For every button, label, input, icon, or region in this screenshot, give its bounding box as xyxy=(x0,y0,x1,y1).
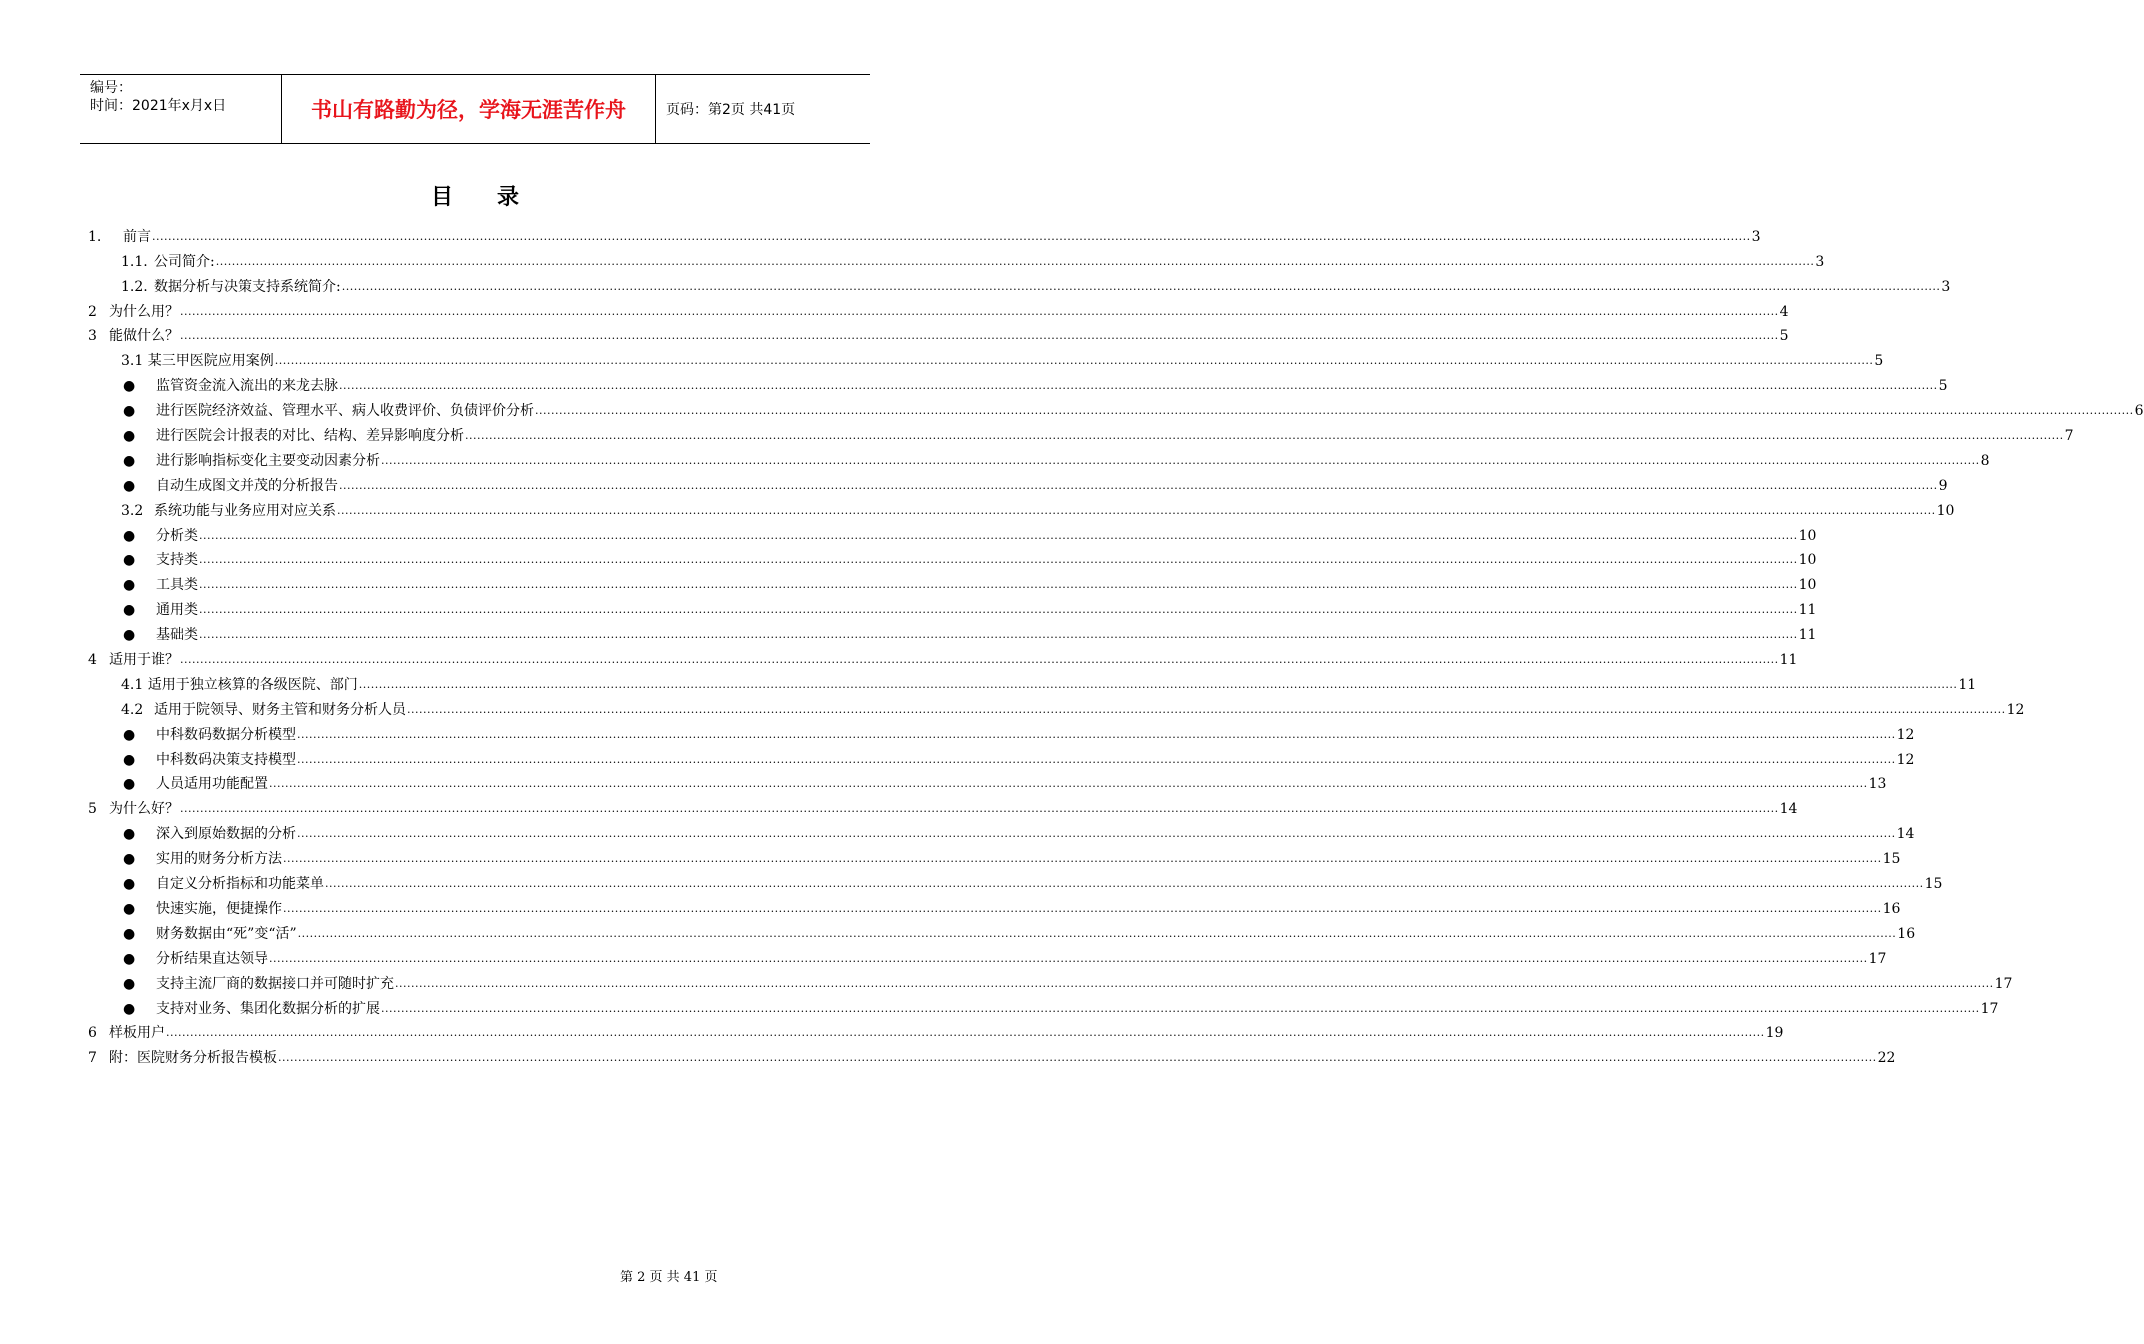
toc-entry-title xyxy=(88,800,179,818)
toc-entry-label: 进行医院经济效益、管理水平、病人收费评价、负债评价分析 xyxy=(156,403,534,420)
toc-entry[interactable] xyxy=(88,868,1943,893)
toc-entry[interactable] xyxy=(88,769,1887,794)
header-page-info: 页码：第2页 共41页 xyxy=(666,102,796,118)
toc-entry-label: 4.1 适用于独立核算的各级医院、部门 xyxy=(121,676,358,693)
dot-leader: ................................................................................................................................................................................................................................................................................................................................................................................................................ xyxy=(269,777,1868,791)
toc-entry[interactable] xyxy=(88,669,1977,694)
dot-leader: ................................................................................................................................................................................................................................................................................................................................................................................................................ xyxy=(269,951,1868,965)
toc-entry[interactable] xyxy=(88,395,2144,420)
bullet-icon: ● xyxy=(123,900,136,917)
toc-entry-page: 3 xyxy=(1751,228,1761,245)
bullet-icon: ● xyxy=(123,776,136,793)
toc-entry-page: 14 xyxy=(1896,826,1915,843)
toc-entry[interactable] xyxy=(88,470,1948,495)
toc-entry[interactable] xyxy=(88,644,1798,669)
toc-entry-title xyxy=(121,701,406,719)
toc-entry[interactable] xyxy=(88,968,2013,993)
toc-entry-number: 4 xyxy=(88,652,97,669)
dot-leader: ................................................................................................................................................................................................................................................................................................................................................................................................................ xyxy=(297,827,1896,841)
toc-entry-page: 22 xyxy=(1877,1050,1896,1067)
dot-leader: ................................................................................................................................................................................................................................................................................................................................................................................................................ xyxy=(407,702,2006,716)
bullet-icon: ● xyxy=(123,403,136,420)
toc-entry-page: 11 xyxy=(1798,627,1817,644)
toc-entry-number: 1.2. xyxy=(121,278,148,295)
toc-entry[interactable] xyxy=(88,271,1951,296)
toc-entry-label: 基础类 xyxy=(156,627,198,644)
toc-entry-page: 11 xyxy=(1958,676,1977,693)
toc-entry-title xyxy=(123,527,198,545)
toc-entry-label: 为什么用？ xyxy=(109,303,179,320)
toc-entry-label: 能做什么？ xyxy=(109,328,179,345)
toc-entry-label: 前言 xyxy=(123,228,151,245)
bullet-icon: ● xyxy=(123,851,136,868)
dot-leader: ................................................................................................................................................................................................................................................................................................................................................................................................................ xyxy=(381,453,1980,467)
toc-entry-label: 进行影响指标变化主要变动因素分析 xyxy=(156,452,380,469)
toc-entry-label: 中科数码数据分析模型 xyxy=(156,726,296,743)
toc-entry-page: 13 xyxy=(1868,776,1887,793)
bullet-icon: ● xyxy=(123,751,136,768)
toc-entry[interactable] xyxy=(88,495,1955,520)
toc-entry-label: 适用于院领导、财务主管和财务分析人员 xyxy=(154,701,406,718)
toc-entry[interactable] xyxy=(88,246,1825,271)
toc-entry-page: 12 xyxy=(2006,701,2025,718)
toc-entry-label: 自动生成图文并茂的分析报告 xyxy=(156,477,338,494)
toc-entry-title xyxy=(121,278,341,296)
toc-entry-title xyxy=(123,775,268,793)
toc-entry-title xyxy=(123,975,394,993)
toc-entry-title xyxy=(123,850,282,868)
toc-entry-label: 适用于谁？ xyxy=(109,652,179,669)
toc-entry-title xyxy=(123,751,296,769)
dot-leader: ................................................................................................................................................................................................................................................................................................................................................................................................................ xyxy=(180,304,1779,318)
toc-entry-title xyxy=(123,402,534,420)
toc-entry-number: 3.2 xyxy=(121,502,144,519)
toc-entry-label: 支持类 xyxy=(156,552,198,569)
toc-entry[interactable] xyxy=(88,943,1887,968)
toc-entry-title xyxy=(123,900,282,918)
toc-entry[interactable] xyxy=(88,619,1817,644)
toc-entry-title xyxy=(123,551,198,569)
toc-entry[interactable] xyxy=(88,893,1901,918)
dot-leader: ................................................................................................................................................................................................................................................................................................................................................................................................................ xyxy=(180,329,1779,343)
toc-entry-page: 12 xyxy=(1896,726,1915,743)
dot-leader: ................................................................................................................................................................................................................................................................................................................................................................................................................ xyxy=(325,877,1924,891)
dot-leader: ................................................................................................................................................................................................................................................................................................................................................................................................................ xyxy=(358,677,1958,691)
toc-entry-page: 10 xyxy=(1798,552,1817,569)
toc-entry-page: 6 xyxy=(2134,403,2144,420)
toc-entry-title xyxy=(123,950,268,968)
dot-leader: ................................................................................................................................................................................................................................................................................................................................................................................................................ xyxy=(337,503,1936,517)
toc-entry-page: 3 xyxy=(1815,253,1825,270)
dot-leader: ................................................................................................................................................................................................................................................................................................................................................................................................................ xyxy=(465,429,2064,443)
dot-leader: ................................................................................................................................................................................................................................................................................................................................................................................................................ xyxy=(297,727,1896,741)
bullet-icon: ● xyxy=(123,1000,136,1017)
dot-leader: ................................................................................................................................................................................................................................................................................................................................................................................................................ xyxy=(199,528,1798,542)
toc-entry-title xyxy=(88,303,179,321)
toc-entry-number: 1. xyxy=(88,228,102,245)
time-label: 时间：2021年x月x日 xyxy=(90,98,227,114)
toc-entry-title xyxy=(123,377,338,395)
toc-entry[interactable] xyxy=(88,594,1817,619)
toc-entry-label: 支持对业务、集团化数据分析的扩展 xyxy=(156,1000,380,1017)
toc-entry-label: 系统功能与业务应用对应关系 xyxy=(154,502,336,519)
toc-entry-number: 5 xyxy=(88,801,97,818)
dot-leader: ................................................................................................................................................................................................................................................................................................................................................................................................................ xyxy=(341,279,1941,293)
toc-entry-title xyxy=(123,452,380,470)
toc-entry-page: 8 xyxy=(1980,452,1990,469)
toc-entry-title xyxy=(123,477,338,495)
toc-entry-title xyxy=(123,925,297,943)
toc-entry-title xyxy=(88,1024,165,1042)
toc-entry[interactable] xyxy=(88,719,1915,744)
bullet-icon: ● xyxy=(123,452,136,469)
toc-entry-label: 进行医院会计报表的对比、结构、差异影响度分析 xyxy=(156,428,464,445)
bullet-icon: ● xyxy=(123,577,136,594)
toc-entry[interactable] xyxy=(88,520,1817,545)
toc-entry[interactable] xyxy=(88,1042,1896,1067)
toc-entry-page: 10 xyxy=(1936,502,1955,519)
bullet-icon: ● xyxy=(123,378,136,395)
toc-entry-page: 10 xyxy=(1798,527,1817,544)
toc-entry[interactable] xyxy=(88,694,2025,719)
bullet-icon: ● xyxy=(123,950,136,967)
table-of-contents xyxy=(88,221,2144,1067)
toc-entry-page: 5 xyxy=(1938,378,1948,395)
toc-entry-page: 16 xyxy=(1897,925,1916,942)
toc-entry[interactable] xyxy=(88,370,1948,395)
toc-entry-number: 2 xyxy=(88,303,97,320)
toc-entry-label: 快速实施，便捷操作 xyxy=(156,900,282,917)
dot-leader: ................................................................................................................................................................................................................................................................................................................................................................................................................ xyxy=(297,926,1897,940)
dot-leader: ................................................................................................................................................................................................................................................................................................................................................................................................................ xyxy=(215,254,1815,268)
toc-entry-page: 15 xyxy=(1882,851,1901,868)
toc-entry[interactable] xyxy=(88,445,1990,470)
toc-entry-label: 为什么好？ xyxy=(109,801,179,818)
toc-entry-number: 1.1. xyxy=(121,253,148,270)
toc-entry-title xyxy=(123,576,198,594)
toc-entry-number: 3 xyxy=(88,328,97,345)
toc-entry-label: 深入到原始数据的分析 xyxy=(156,826,296,843)
toc-entry-title xyxy=(123,875,324,893)
toc-entry-title xyxy=(123,825,296,843)
bullet-icon: ● xyxy=(123,552,136,569)
dot-leader: ................................................................................................................................................................................................................................................................................................................................................................................................................ xyxy=(152,229,1751,243)
toc-entry-page: 4 xyxy=(1779,303,1789,320)
toc-entry-page: 5 xyxy=(1874,353,1884,370)
toc-entry-label: 分析类 xyxy=(156,527,198,544)
toc-entry-title xyxy=(88,1049,277,1067)
toc-entry-page: 17 xyxy=(1980,1000,1999,1017)
toc-entry[interactable] xyxy=(88,321,1789,346)
dot-leader: ................................................................................................................................................................................................................................................................................................................................................................................................................ xyxy=(199,578,1798,592)
bullet-icon: ● xyxy=(123,627,136,644)
toc-entry-page: 15 xyxy=(1924,876,1943,893)
toc-entry[interactable] xyxy=(88,744,1915,769)
toc-entry-title xyxy=(123,427,464,445)
toc-entry-title xyxy=(121,502,336,520)
dot-leader: ................................................................................................................................................................................................................................................................................................................................................................................................................ xyxy=(199,553,1798,567)
toc-entry-page: 5 xyxy=(1779,328,1789,345)
toc-entry-label: 通用类 xyxy=(156,602,198,619)
toc-entry-page: 17 xyxy=(1994,975,2013,992)
dot-leader: ................................................................................................................................................................................................................................................................................................................................................................................................................ xyxy=(283,901,1882,915)
toc-entry-label: 支持主流厂商的数据接口并可随时扩充 xyxy=(156,975,394,992)
toc-entry-page: 14 xyxy=(1779,801,1798,818)
toc-entry-title xyxy=(123,626,198,644)
toc-entry-page: 7 xyxy=(2064,428,2074,445)
toc-entry[interactable] xyxy=(88,221,1761,246)
toc-entry-title xyxy=(123,601,198,619)
toc-entry-number: 6 xyxy=(88,1025,97,1042)
toc-entry-title xyxy=(121,253,215,271)
dot-leader: ................................................................................................................................................................................................................................................................................................................................................................................................................ xyxy=(339,478,1938,492)
toc-entry[interactable] xyxy=(88,296,1789,321)
toc-entry[interactable] xyxy=(88,1018,1784,1043)
toc-entry-title xyxy=(88,327,179,345)
bullet-icon: ● xyxy=(123,925,136,942)
bullet-icon: ● xyxy=(123,477,136,494)
bullet-icon: ● xyxy=(123,527,136,544)
dot-leader: ................................................................................................................................................................................................................................................................................................................................................................................................................ xyxy=(535,404,2134,418)
toc-entry[interactable] xyxy=(88,793,1798,818)
toc-entry-page: 17 xyxy=(1868,950,1887,967)
toc-entry[interactable] xyxy=(88,993,1999,1018)
bullet-icon: ● xyxy=(123,876,136,893)
toc-entry-label: 分析结果直达领导 xyxy=(156,950,268,967)
toc-entry-title xyxy=(121,352,274,370)
toc-entry[interactable] xyxy=(88,818,1915,843)
dot-leader: ................................................................................................................................................................................................................................................................................................................................................................................................................ xyxy=(166,1026,1765,1040)
dot-leader: ................................................................................................................................................................................................................................................................................................................................................................................................................ xyxy=(278,1051,1877,1065)
toc-entry-label: 中科数码决策支持模型 xyxy=(156,751,296,768)
toc-entry-label: 财务数据由“死”变“活” xyxy=(156,925,297,942)
dot-leader: ................................................................................................................................................................................................................................................................................................................................................................................................................ xyxy=(339,379,1938,393)
toc-entry[interactable] xyxy=(88,843,1901,868)
toc-entry-page: 11 xyxy=(1798,602,1817,619)
page-header xyxy=(80,74,870,144)
bullet-icon: ● xyxy=(123,826,136,843)
toc-entry-label: 实用的财务分析方法 xyxy=(156,851,282,868)
dot-leader: ................................................................................................................................................................................................................................................................................................................................................................................................................ xyxy=(381,1001,1980,1015)
toc-entry[interactable] xyxy=(88,345,1884,370)
toc-entry-title xyxy=(123,1000,380,1018)
bullet-icon: ● xyxy=(123,726,136,743)
toc-entry-title xyxy=(88,651,179,669)
toc-entry-label: 样板用户 xyxy=(109,1025,165,1042)
toc-entry-label: 自定义分析指标和功能菜单 xyxy=(156,876,324,893)
dot-leader: ................................................................................................................................................................................................................................................................................................................................................................................................................ xyxy=(274,354,1874,368)
toc-entry-page: 10 xyxy=(1798,577,1817,594)
toc-entry-page: 11 xyxy=(1779,652,1798,669)
toc-entry-number: 7 xyxy=(88,1050,97,1067)
toc-entry-page: 3 xyxy=(1941,278,1951,295)
dot-leader: ................................................................................................................................................................................................................................................................................................................................................................................................................ xyxy=(395,976,1994,990)
dot-leader: ................................................................................................................................................................................................................................................................................................................................................................................................................ xyxy=(180,802,1779,816)
page-title: 目录 xyxy=(430,184,563,210)
toc-entry-page: 12 xyxy=(1896,751,1915,768)
toc-entry-title xyxy=(123,726,296,744)
toc-entry-label: 附：医院财务分析报告模板 xyxy=(109,1050,277,1067)
toc-entry[interactable] xyxy=(88,420,2074,445)
toc-entry-label: 3.1 某三甲医院应用案例 xyxy=(121,353,274,370)
dot-leader: ................................................................................................................................................................................................................................................................................................................................................................................................................ xyxy=(297,752,1896,766)
dot-leader: ................................................................................................................................................................................................................................................................................................................................................................................................................ xyxy=(283,852,1882,866)
dot-leader: ................................................................................................................................................................................................................................................................................................................................................................................................................ xyxy=(180,653,1779,667)
toc-entry-label: 数据分析与决策支持系统简介: xyxy=(154,278,341,295)
bullet-icon: ● xyxy=(123,975,136,992)
toc-entry-label: 人员适用功能配置 xyxy=(156,776,268,793)
toc-entry[interactable] xyxy=(88,918,1916,943)
toc-entry-title xyxy=(88,228,151,246)
toc-entry[interactable] xyxy=(88,545,1817,570)
toc-entry-label: 公司简介: xyxy=(154,253,215,270)
dot-leader: ................................................................................................................................................................................................................................................................................................................................................................................................................ xyxy=(199,603,1798,617)
page-footer: 第 2 页 共 41 页 xyxy=(620,1270,718,1285)
bullet-icon: ● xyxy=(123,602,136,619)
serial-label: 编号： xyxy=(90,80,132,96)
toc-entry-label: 监管资金流入流出的来龙去脉 xyxy=(156,378,338,395)
bullet-icon: ● xyxy=(123,428,136,445)
header-meta xyxy=(80,75,282,143)
header-motto: 书山有路勤为径，学海无涯苦作舟 xyxy=(282,75,656,143)
dot-leader: ................................................................................................................................................................................................................................................................................................................................................................................................................ xyxy=(199,628,1798,642)
toc-entry-page: 16 xyxy=(1882,900,1901,917)
toc-entry-page: 9 xyxy=(1938,477,1948,494)
toc-entry[interactable] xyxy=(88,569,1817,594)
toc-entry-title xyxy=(121,676,358,694)
toc-entry-page: 19 xyxy=(1765,1025,1784,1042)
toc-entry-label: 工具类 xyxy=(156,577,198,594)
toc-entry-number: 4.2 xyxy=(121,701,144,718)
